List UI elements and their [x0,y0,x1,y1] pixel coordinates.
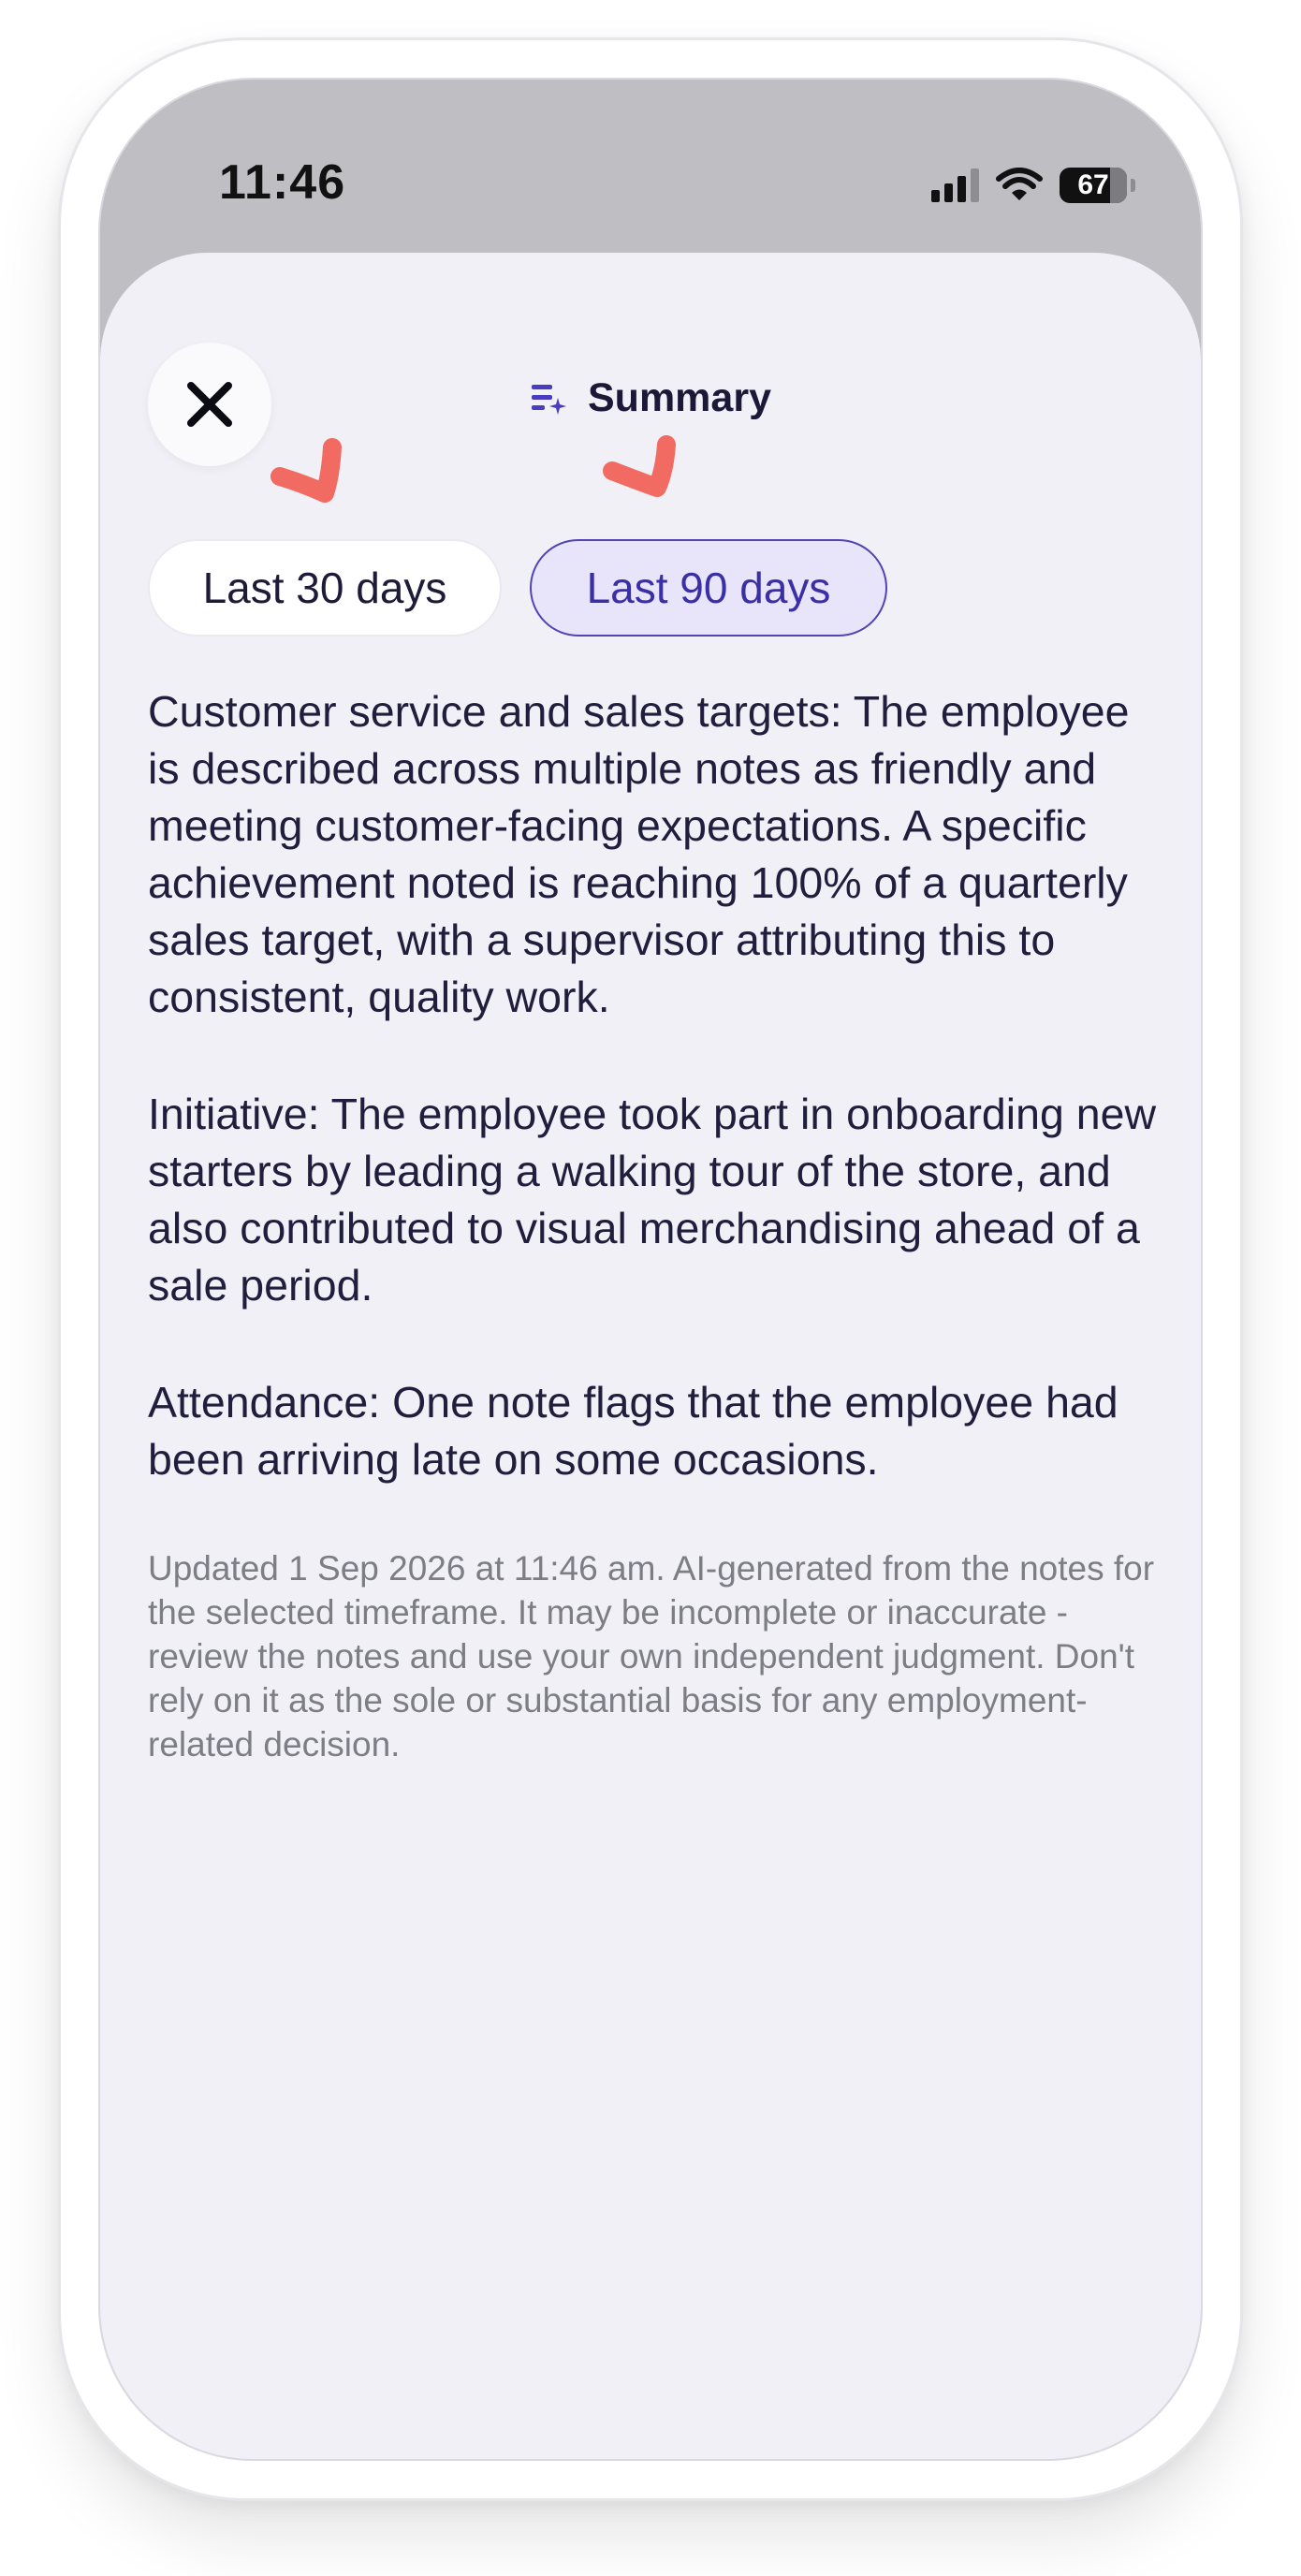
cellular-signal-icon [931,168,979,202]
filter-chip-last-30-days[interactable]: Last 30 days [148,539,502,637]
summary-paragraph-attendance: Attendance: One note flags that the employee had been arriving late on some occasions. [148,1378,1118,1484]
sheet-header [100,375,1201,421]
status-time: 11:46 [219,155,346,210]
check-mark-icon [599,433,693,527]
summary-paragraph-initiative: Initiative: The employee took part in onboarding new starters by leading a walking tour of the store, and also contributed to visual merchandising ahead of a sale period. [148,1090,1157,1310]
check-mark-icon [267,433,360,527]
status-icons [931,162,1135,209]
wifi-icon [996,168,1043,203]
list-sparkle-icon [530,381,567,417]
summary-sheet [100,253,1201,2461]
ai-disclaimer: Updated 1 Sep 2026 at 11:46 am. AI-generated from the notes for the selected timeframe. It may be incomplete or inaccurate - review the notes and use your own independent judgment. Don't rely on it as the sole or substantial basis for any employment-related decision. [148,1549,1155,1764]
battery-icon [1060,168,1127,203]
battery-level: 67 [1077,169,1109,200]
summary-content [148,683,1159,1766]
page-title: Summary [588,375,771,420]
phone-frame [58,37,1243,2501]
battery-tip [1131,179,1135,192]
phone-screen [98,78,1203,2461]
filter-chip-last-90-days[interactable]: Last 90 days [530,539,887,637]
summary-paragraph-customer-service: Customer service and sales targets: The employee is described across multiple notes as friendly and meeting customer-facing expectations. A specific achievement noted is reaching 100% of a quarterly sales target, with a supervisor attributing this to consistent, quality work. [148,687,1130,1021]
